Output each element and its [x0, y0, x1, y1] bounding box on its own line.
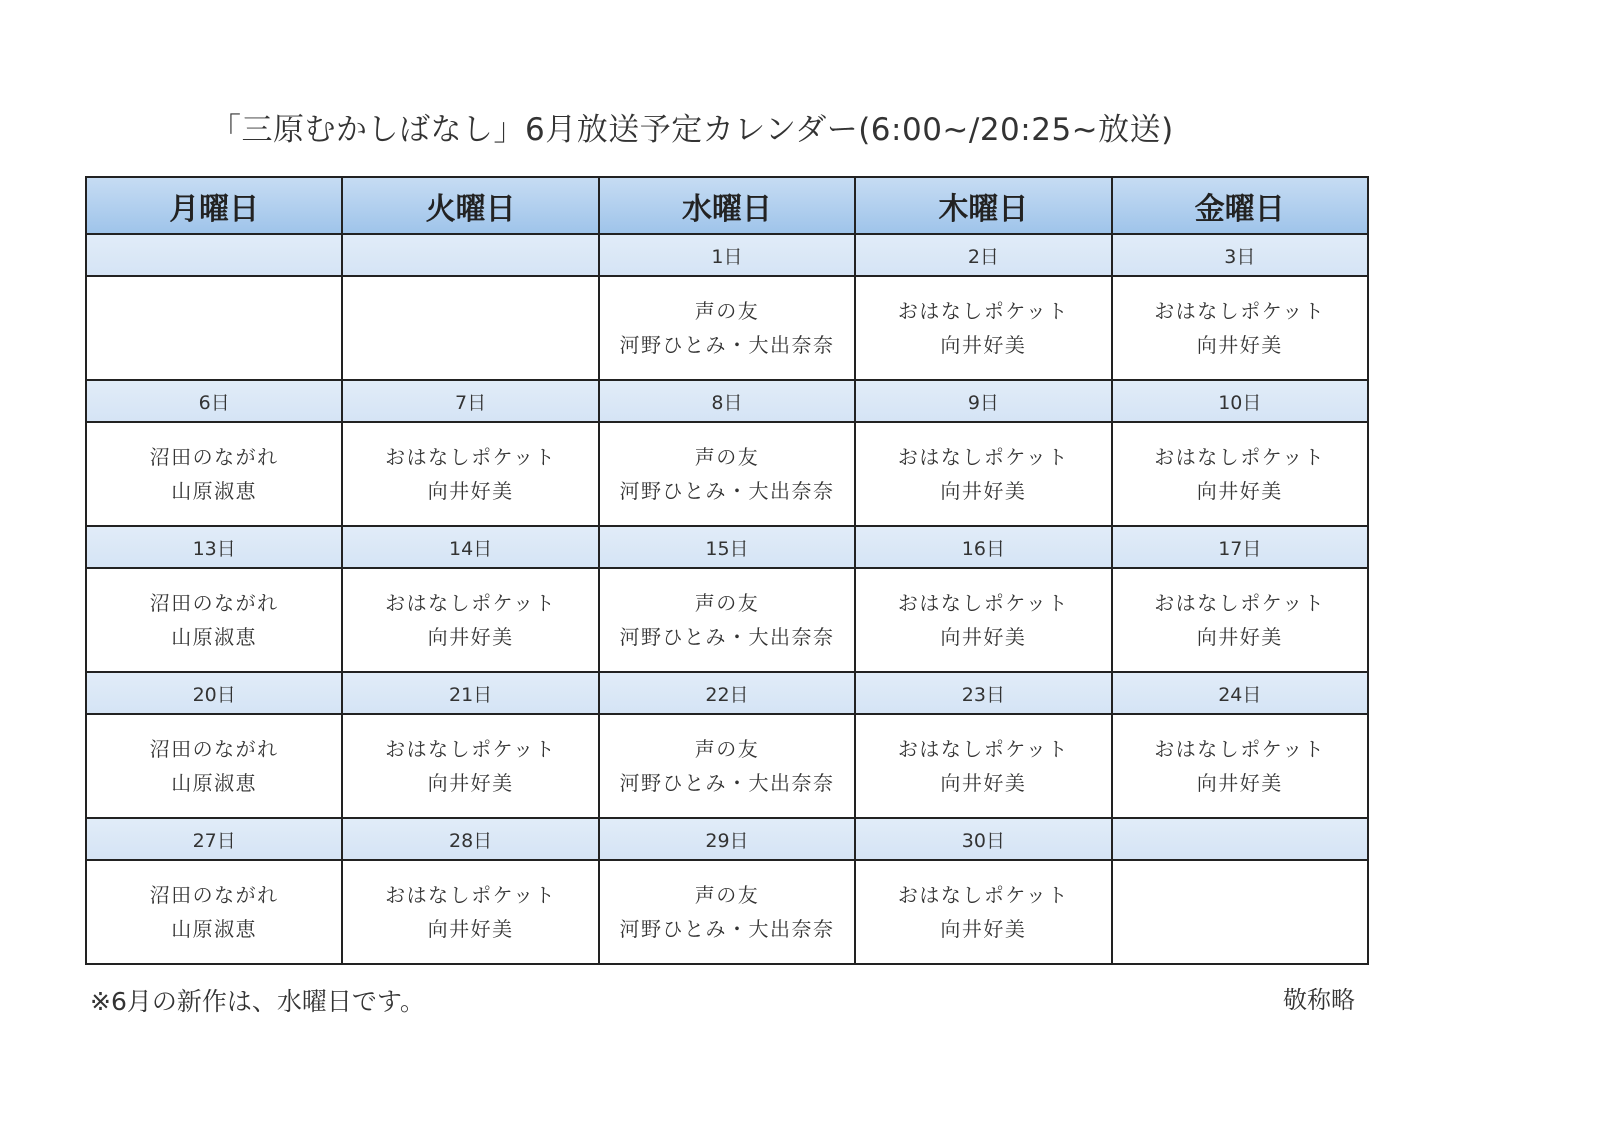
weekday-header-thu: 木曜日	[855, 177, 1111, 234]
program-title: おはなしポケット	[897, 299, 1069, 323]
program-cell	[1112, 422, 1368, 526]
program-title: 沼田のながれ	[149, 591, 279, 615]
date-cell: 10日	[1112, 380, 1368, 422]
program-title: 沼田のながれ	[149, 883, 279, 907]
weekday-header-tue: 火曜日	[342, 177, 598, 234]
program-cell	[342, 568, 598, 672]
program-title: 声の友	[694, 299, 760, 323]
program-cell	[1112, 568, 1368, 672]
date-cell: 17日	[1112, 526, 1368, 568]
date-cell: 27日	[86, 818, 342, 860]
program-performer: 河野ひとみ・大出奈奈	[619, 771, 835, 795]
program-cell	[342, 860, 598, 964]
program-performer: 河野ひとみ・大出奈奈	[619, 333, 835, 357]
program-performer: 河野ひとみ・大出奈奈	[619, 625, 835, 649]
program-cell	[855, 276, 1111, 380]
program-cell	[855, 714, 1111, 818]
program-performer: 向井好美	[1196, 333, 1283, 357]
date-cell: 6日	[86, 380, 342, 422]
program-performer: 河野ひとみ・大出奈奈	[619, 917, 835, 941]
program-title: 声の友	[694, 445, 760, 469]
program-row	[86, 276, 1368, 380]
program-performer: 山原淑恵	[171, 625, 258, 649]
date-cell	[1112, 818, 1368, 860]
program-title: おはなしポケット	[1154, 591, 1326, 615]
program-performer: 向井好美	[427, 479, 514, 503]
program-performer: 向井好美	[940, 625, 1027, 649]
date-cell: 2日	[855, 234, 1111, 276]
program-cell	[86, 422, 342, 526]
program-cell	[599, 860, 855, 964]
date-cell: 23日	[855, 672, 1111, 714]
program-title: おはなしポケット	[897, 445, 1069, 469]
program-performer: 向井好美	[427, 625, 514, 649]
weekday-header-fri: 金曜日	[1112, 177, 1368, 234]
program-cell	[86, 276, 342, 380]
program-title: 声の友	[694, 737, 760, 761]
date-cell: 14日	[342, 526, 598, 568]
program-performer: 向井好美	[940, 917, 1027, 941]
date-row	[86, 526, 1368, 568]
program-performer: 向井好美	[427, 771, 514, 795]
date-cell: 30日	[855, 818, 1111, 860]
program-title: おはなしポケット	[1154, 299, 1326, 323]
weekday-header-mon: 月曜日	[86, 177, 342, 234]
date-cell: 15日	[599, 526, 855, 568]
date-cell: 8日	[599, 380, 855, 422]
date-cell: 7日	[342, 380, 598, 422]
program-performer: 山原淑恵	[171, 917, 258, 941]
program-title: おはなしポケット	[385, 445, 557, 469]
program-cell	[342, 714, 598, 818]
date-cell: 29日	[599, 818, 855, 860]
program-title: おはなしポケット	[897, 883, 1069, 907]
program-title: おはなしポケット	[1154, 445, 1326, 469]
date-row	[86, 234, 1368, 276]
page-title: 「三原むかしばなし」6月放送予定カレンダー(6:00~/20:25~放送)	[210, 112, 1174, 148]
program-title: 沼田のながれ	[149, 445, 279, 469]
program-performer: 向井好美	[940, 771, 1027, 795]
program-cell	[1112, 276, 1368, 380]
date-cell	[342, 234, 598, 276]
program-performer: 河野ひとみ・大出奈奈	[619, 479, 835, 503]
weekday-header-row	[86, 177, 1368, 234]
program-cell	[86, 860, 342, 964]
program-cell	[86, 714, 342, 818]
broadcast-calendar	[85, 176, 1369, 965]
program-cell	[86, 568, 342, 672]
program-cell	[1112, 714, 1368, 818]
date-cell: 22日	[599, 672, 855, 714]
program-title: 沼田のながれ	[149, 737, 279, 761]
date-cell: 13日	[86, 526, 342, 568]
program-performer: 山原淑恵	[171, 479, 258, 503]
program-performer: 向井好美	[1196, 625, 1283, 649]
program-performer: 向井好美	[940, 333, 1027, 357]
program-performer: 向井好美	[1196, 479, 1283, 503]
date-row	[86, 818, 1368, 860]
date-cell	[86, 234, 342, 276]
date-row	[86, 380, 1368, 422]
program-cell	[342, 276, 598, 380]
date-cell: 9日	[855, 380, 1111, 422]
program-cell	[599, 422, 855, 526]
program-cell	[342, 422, 598, 526]
program-row	[86, 860, 1368, 964]
program-cell	[1112, 860, 1368, 964]
date-cell: 3日	[1112, 234, 1368, 276]
program-title: おはなしポケット	[897, 737, 1069, 761]
date-cell: 1日	[599, 234, 855, 276]
program-performer: 向井好美	[940, 479, 1027, 503]
program-cell	[855, 422, 1111, 526]
program-title: 声の友	[694, 591, 760, 615]
program-cell	[855, 860, 1111, 964]
program-cell	[599, 714, 855, 818]
date-cell: 28日	[342, 818, 598, 860]
date-cell: 20日	[86, 672, 342, 714]
program-row	[86, 714, 1368, 818]
program-title: おはなしポケット	[897, 591, 1069, 615]
program-performer: 向井好美	[1196, 771, 1283, 795]
program-title: 声の友	[694, 883, 760, 907]
weekday-header-wed: 水曜日	[599, 177, 855, 234]
program-row	[86, 422, 1368, 526]
program-title: おはなしポケット	[385, 883, 557, 907]
program-cell	[855, 568, 1111, 672]
program-title: おはなしポケット	[385, 737, 557, 761]
honorific-omitted-note: 敬称略	[1283, 986, 1355, 1014]
program-performer: 山原淑恵	[171, 771, 258, 795]
program-cell	[599, 568, 855, 672]
date-cell: 24日	[1112, 672, 1368, 714]
date-row	[86, 672, 1368, 714]
program-title: おはなしポケット	[1154, 737, 1326, 761]
program-row	[86, 568, 1368, 672]
date-cell: 16日	[855, 526, 1111, 568]
program-title: おはなしポケット	[385, 591, 557, 615]
program-performer: 向井好美	[427, 917, 514, 941]
program-cell	[599, 276, 855, 380]
date-cell: 21日	[342, 672, 598, 714]
new-episode-note: ※6月の新作は、水曜日です。	[90, 987, 425, 1016]
